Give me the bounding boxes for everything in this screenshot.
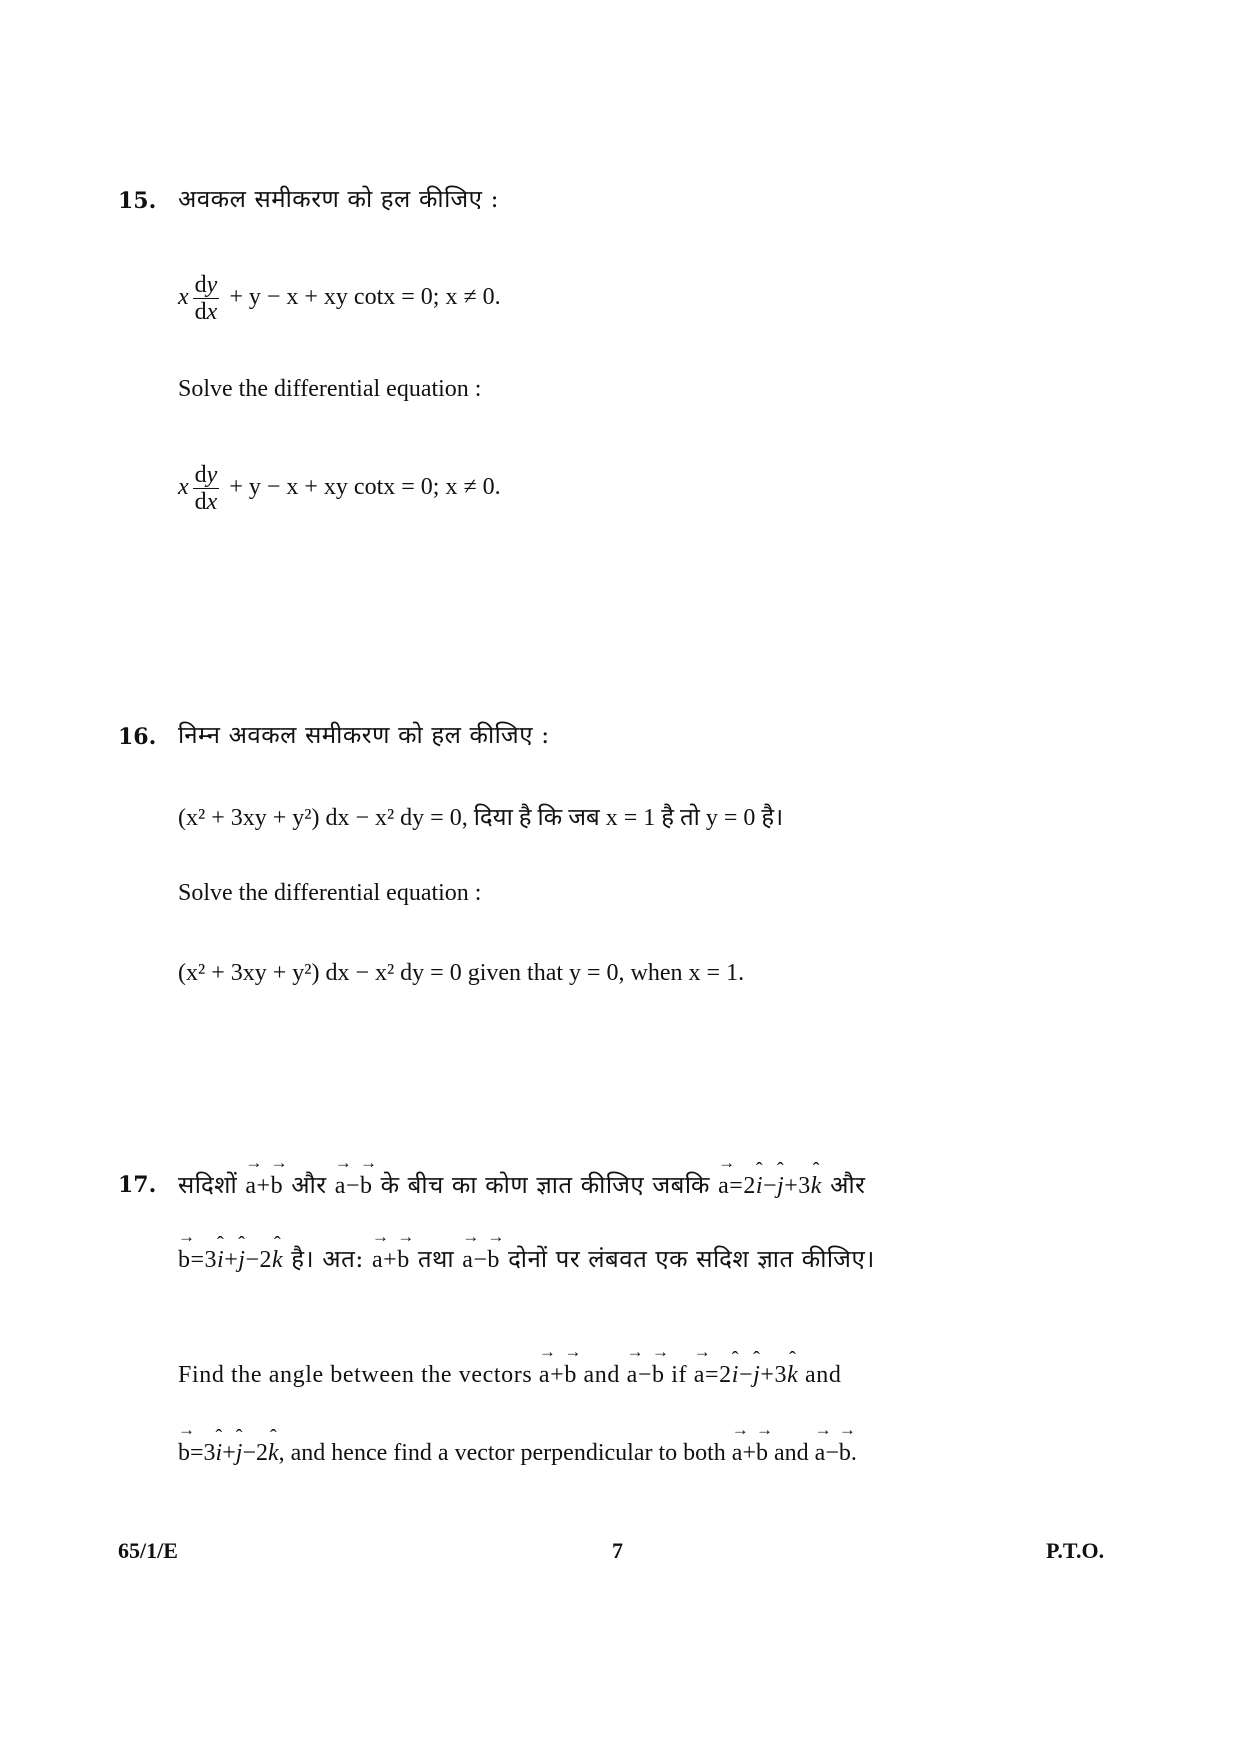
vector-diff: → a−→ b [462, 1247, 500, 1273]
vector-sum: → a+→ b [539, 1362, 577, 1388]
english-text: , and hence find a vector perpendicular to both [278, 1440, 726, 1466]
question-number: 17. [118, 1172, 157, 1198]
english-line-1 [178, 1362, 842, 1389]
equation-english-section: x $\frac{dy}{dx}$ + y − x + xy cotx = 0; x ≠ 0. [178, 462, 501, 515]
paper-code: 65/1/E [118, 1538, 178, 1563]
english-text: and [805, 1362, 842, 1388]
vector-b-def: → b=3ˆ i+ˆ j−2ˆ k [178, 1440, 279, 1466]
question-number: 15. [118, 188, 157, 214]
hindi-text: और [291, 1171, 327, 1199]
vector-diff: → a−→ b [627, 1362, 665, 1388]
vector-sum: → a+→ b [245, 1173, 283, 1199]
hindi-text: के बीच का कोण ज्ञात कीजिए जबकि [380, 1171, 710, 1199]
equation-tail: + y − x + xy cotx = 0; x ≠ 0. [229, 474, 501, 501]
equation-hindi-section: x $\frac{dy}{dx}$ + y − x + xy cotx = 0; x ≠ 0. [178, 272, 501, 325]
english-text: and [774, 1440, 809, 1466]
hindi-text: दोनों पर लंबवत एक सदिश ज्ञात कीजिए। [508, 1245, 875, 1273]
hindi-line-1 [178, 1168, 865, 1201]
vector-diff: → a−→ b [815, 1440, 851, 1466]
english-text: and [583, 1362, 620, 1388]
hindi-text: तथा [417, 1245, 455, 1273]
vector-sum: → a+→ b [372, 1247, 410, 1273]
fraction-dy-dx: $\frac{dy}{dx}$ [194, 272, 218, 325]
hindi-text: सदिशों [178, 1171, 238, 1199]
vector-a-def: → a=2ˆ i−ˆ j+3ˆ k [718, 1173, 822, 1199]
english-text: Find the angle between the vectors [178, 1362, 533, 1388]
page-number: 7 [612, 1538, 623, 1563]
hindi-line-2 [178, 1242, 875, 1275]
vector-b-def: → b=3ˆ i+ˆ j−2ˆ k [178, 1247, 283, 1273]
hindi-text: है। अत: [291, 1245, 364, 1273]
fraction-dy-dx: $\frac{dy}{dx}$ [194, 462, 218, 515]
hindi-equation: (x² + 3xy + y²) dx − x² dy = 0, दिया है कि जब x = 1 है तो y = 0 है। [178, 805, 784, 831]
english-equation: (x² + 3xy + y²) dx − x² dy = 0 given that y = 0, when x = 1. [178, 960, 745, 986]
hindi-instruction: अवकल समीकरण को हल कीजिए : [178, 185, 500, 213]
hindi-instruction: निम्न अवकल समीकरण को हल कीजिए : [178, 721, 550, 749]
vector-diff: → a−→ b [335, 1173, 373, 1199]
question-number: 16. [118, 724, 157, 750]
english-instruction: Solve the differential equation : [178, 880, 482, 906]
hindi-text: और [830, 1171, 866, 1199]
equation-tail: + y − x + xy cotx = 0; x ≠ 0. [229, 284, 501, 311]
english-line-2: → b=3ˆ i+ˆ j−2ˆ k, and hence find a vector perpendicular to both → a+→ b and → a−→ b. [178, 1440, 857, 1467]
english-text: if [671, 1362, 688, 1388]
vector-a-def: → a=2ˆ i−ˆ j+3ˆ k [694, 1362, 799, 1388]
english-instruction: Solve the differential equation : [178, 376, 482, 402]
please-turn-over: P.T.O. [1046, 1538, 1105, 1563]
vector-sum: → a+→ b [732, 1440, 768, 1466]
